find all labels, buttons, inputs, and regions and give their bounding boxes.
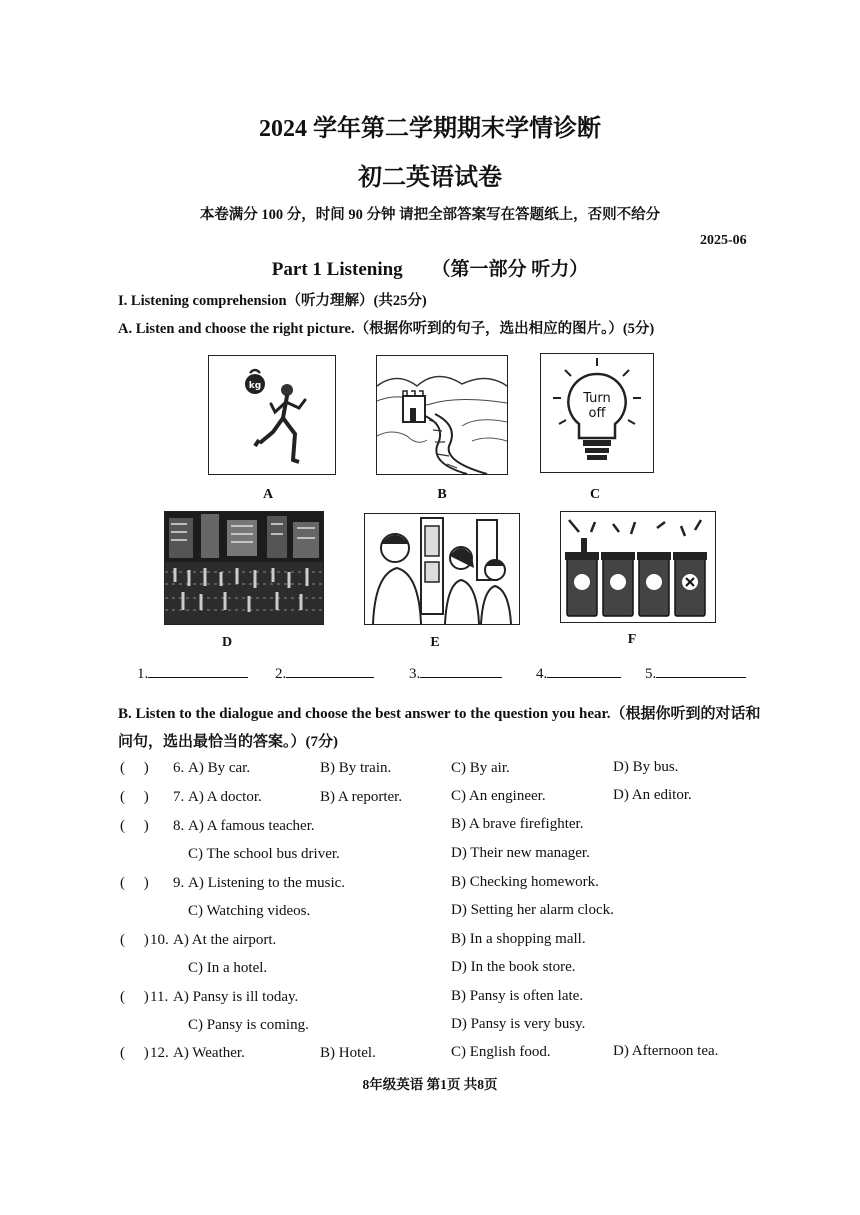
answer-paren[interactable]: ( ) bbox=[120, 875, 149, 891]
crowded-street-icon bbox=[165, 512, 323, 624]
part-heading-cn: （第一部分 听力） bbox=[431, 259, 589, 280]
option-a: A) A famous teacher. bbox=[188, 818, 315, 834]
option-d: D) In the book store. bbox=[451, 959, 576, 975]
option-a: A) By car. bbox=[188, 760, 251, 776]
answer-blank-5[interactable] bbox=[645, 663, 746, 683]
option-d: D) An editor. bbox=[613, 787, 692, 803]
section-b-instruction: B. Listen to the dialogue and choose the best answer to the question you hear.（根据你听到的对话和问句，选出最恰当的答案。）(7分) bbox=[118, 706, 761, 750]
option-c: C) The school bus driver. bbox=[188, 846, 340, 862]
great-wall-icon bbox=[377, 356, 507, 474]
option-a: A) Listening to the music. bbox=[188, 875, 346, 891]
option-c: C) English food. bbox=[451, 1044, 551, 1060]
option-b: B) A brave firefighter. bbox=[451, 816, 584, 832]
picture-f-recycling-bins bbox=[560, 511, 716, 623]
exam-date: 2025-06 bbox=[700, 233, 747, 248]
answer-paren[interactable]: ( ) bbox=[120, 760, 149, 776]
option-c: C) Pansy is coming. bbox=[188, 1017, 309, 1033]
kettlebell-label: kg bbox=[248, 381, 262, 391]
option-b: B) In a shopping mall. bbox=[451, 931, 586, 947]
blank-number: 1. bbox=[137, 666, 149, 682]
recycling-bins-icon bbox=[561, 512, 715, 622]
option-a: A) Pansy is ill today. bbox=[173, 989, 299, 1005]
blank-number: 3. bbox=[409, 666, 421, 682]
question-number: 8. bbox=[173, 818, 185, 834]
answer-blank-3[interactable] bbox=[409, 663, 502, 683]
question-number: 9. bbox=[173, 875, 185, 891]
picture-f-label: F bbox=[627, 632, 637, 647]
option-d: D) Pansy is very busy. bbox=[451, 1016, 586, 1032]
option-a: A) Weather. bbox=[173, 1045, 245, 1061]
question-number: 7. bbox=[173, 789, 185, 805]
bulb-text-turn: Turn bbox=[583, 391, 611, 406]
option-a: A) A doctor. bbox=[188, 789, 262, 805]
part-heading bbox=[0, 254, 860, 281]
answer-paren[interactable]: ( ) bbox=[120, 932, 149, 948]
option-d: D) Their new manager. bbox=[451, 845, 590, 861]
students-icon bbox=[365, 514, 519, 624]
picture-c-label: C bbox=[589, 487, 601, 502]
exam-note: 本卷满分 100 分，时间 90 分钟 请把全部答案写在答题纸上，否则不给分 bbox=[199, 207, 661, 223]
answer-paren[interactable]: ( ) bbox=[120, 818, 149, 834]
picture-a-label: A bbox=[262, 487, 274, 502]
running-woman-icon bbox=[209, 356, 335, 474]
option-b: B) Pansy is often late. bbox=[451, 988, 584, 1004]
question-number: 6. bbox=[173, 760, 185, 776]
picture-d-night-street bbox=[164, 511, 324, 625]
option-c: C) In a hotel. bbox=[188, 960, 268, 976]
answer-blank-2[interactable] bbox=[275, 663, 374, 683]
section-a-instruction: A. Listen and choose the right picture.（根据你听到的句子，选出相应的图片。）(5分) bbox=[118, 321, 655, 337]
picture-a-running-woman bbox=[208, 355, 336, 475]
answer-blank-4[interactable] bbox=[536, 663, 621, 683]
option-b: B) Checking homework. bbox=[451, 874, 599, 890]
answer-blank-1[interactable] bbox=[137, 663, 248, 683]
bulb-text-off: off bbox=[588, 406, 606, 421]
question-number: 11. bbox=[150, 989, 169, 1005]
question-number: 10. bbox=[150, 932, 169, 948]
answer-paren[interactable]: ( ) bbox=[120, 1045, 149, 1061]
option-c: C) Watching videos. bbox=[188, 903, 311, 919]
exam-subtitle: 初二英语试卷 bbox=[358, 165, 502, 191]
blank-number: 5. bbox=[645, 666, 657, 682]
page-footer: 8年级英语 第1页 共8页 bbox=[362, 1077, 498, 1092]
exam-title: 2024 学年第二学期期末学情诊断 bbox=[259, 116, 601, 142]
question-number: 12. bbox=[150, 1045, 169, 1061]
option-b: B) By train. bbox=[320, 760, 392, 776]
picture-b-label: B bbox=[437, 487, 447, 502]
answer-paren[interactable]: ( ) bbox=[120, 789, 149, 805]
section-listening-comprehension: I. Listening comprehension（听力理解）(共25分) bbox=[118, 293, 427, 309]
option-b: B) A reporter. bbox=[320, 789, 403, 805]
option-b: B) Hotel. bbox=[320, 1045, 376, 1061]
blank-number: 2. bbox=[275, 666, 287, 682]
option-d: D) Setting her alarm clock. bbox=[451, 902, 614, 918]
option-d: D) Afternoon tea. bbox=[613, 1043, 719, 1059]
picture-e-label: E bbox=[430, 635, 440, 650]
picture-d-label: D bbox=[221, 635, 233, 650]
option-c: C) By air. bbox=[451, 760, 510, 776]
blank-number: 4. bbox=[536, 666, 548, 682]
option-d: D) By bus. bbox=[613, 759, 679, 775]
option-a: A) At the airport. bbox=[173, 932, 277, 948]
option-c: C) An engineer. bbox=[451, 788, 546, 804]
picture-b-great-wall bbox=[376, 355, 508, 475]
picture-c-light-bulb bbox=[540, 353, 654, 473]
answer-paren[interactable]: ( ) bbox=[120, 989, 149, 1005]
picture-e-students bbox=[364, 513, 520, 625]
light-bulb-icon bbox=[541, 354, 653, 472]
part-heading-en: Part 1 Listening bbox=[271, 259, 403, 280]
